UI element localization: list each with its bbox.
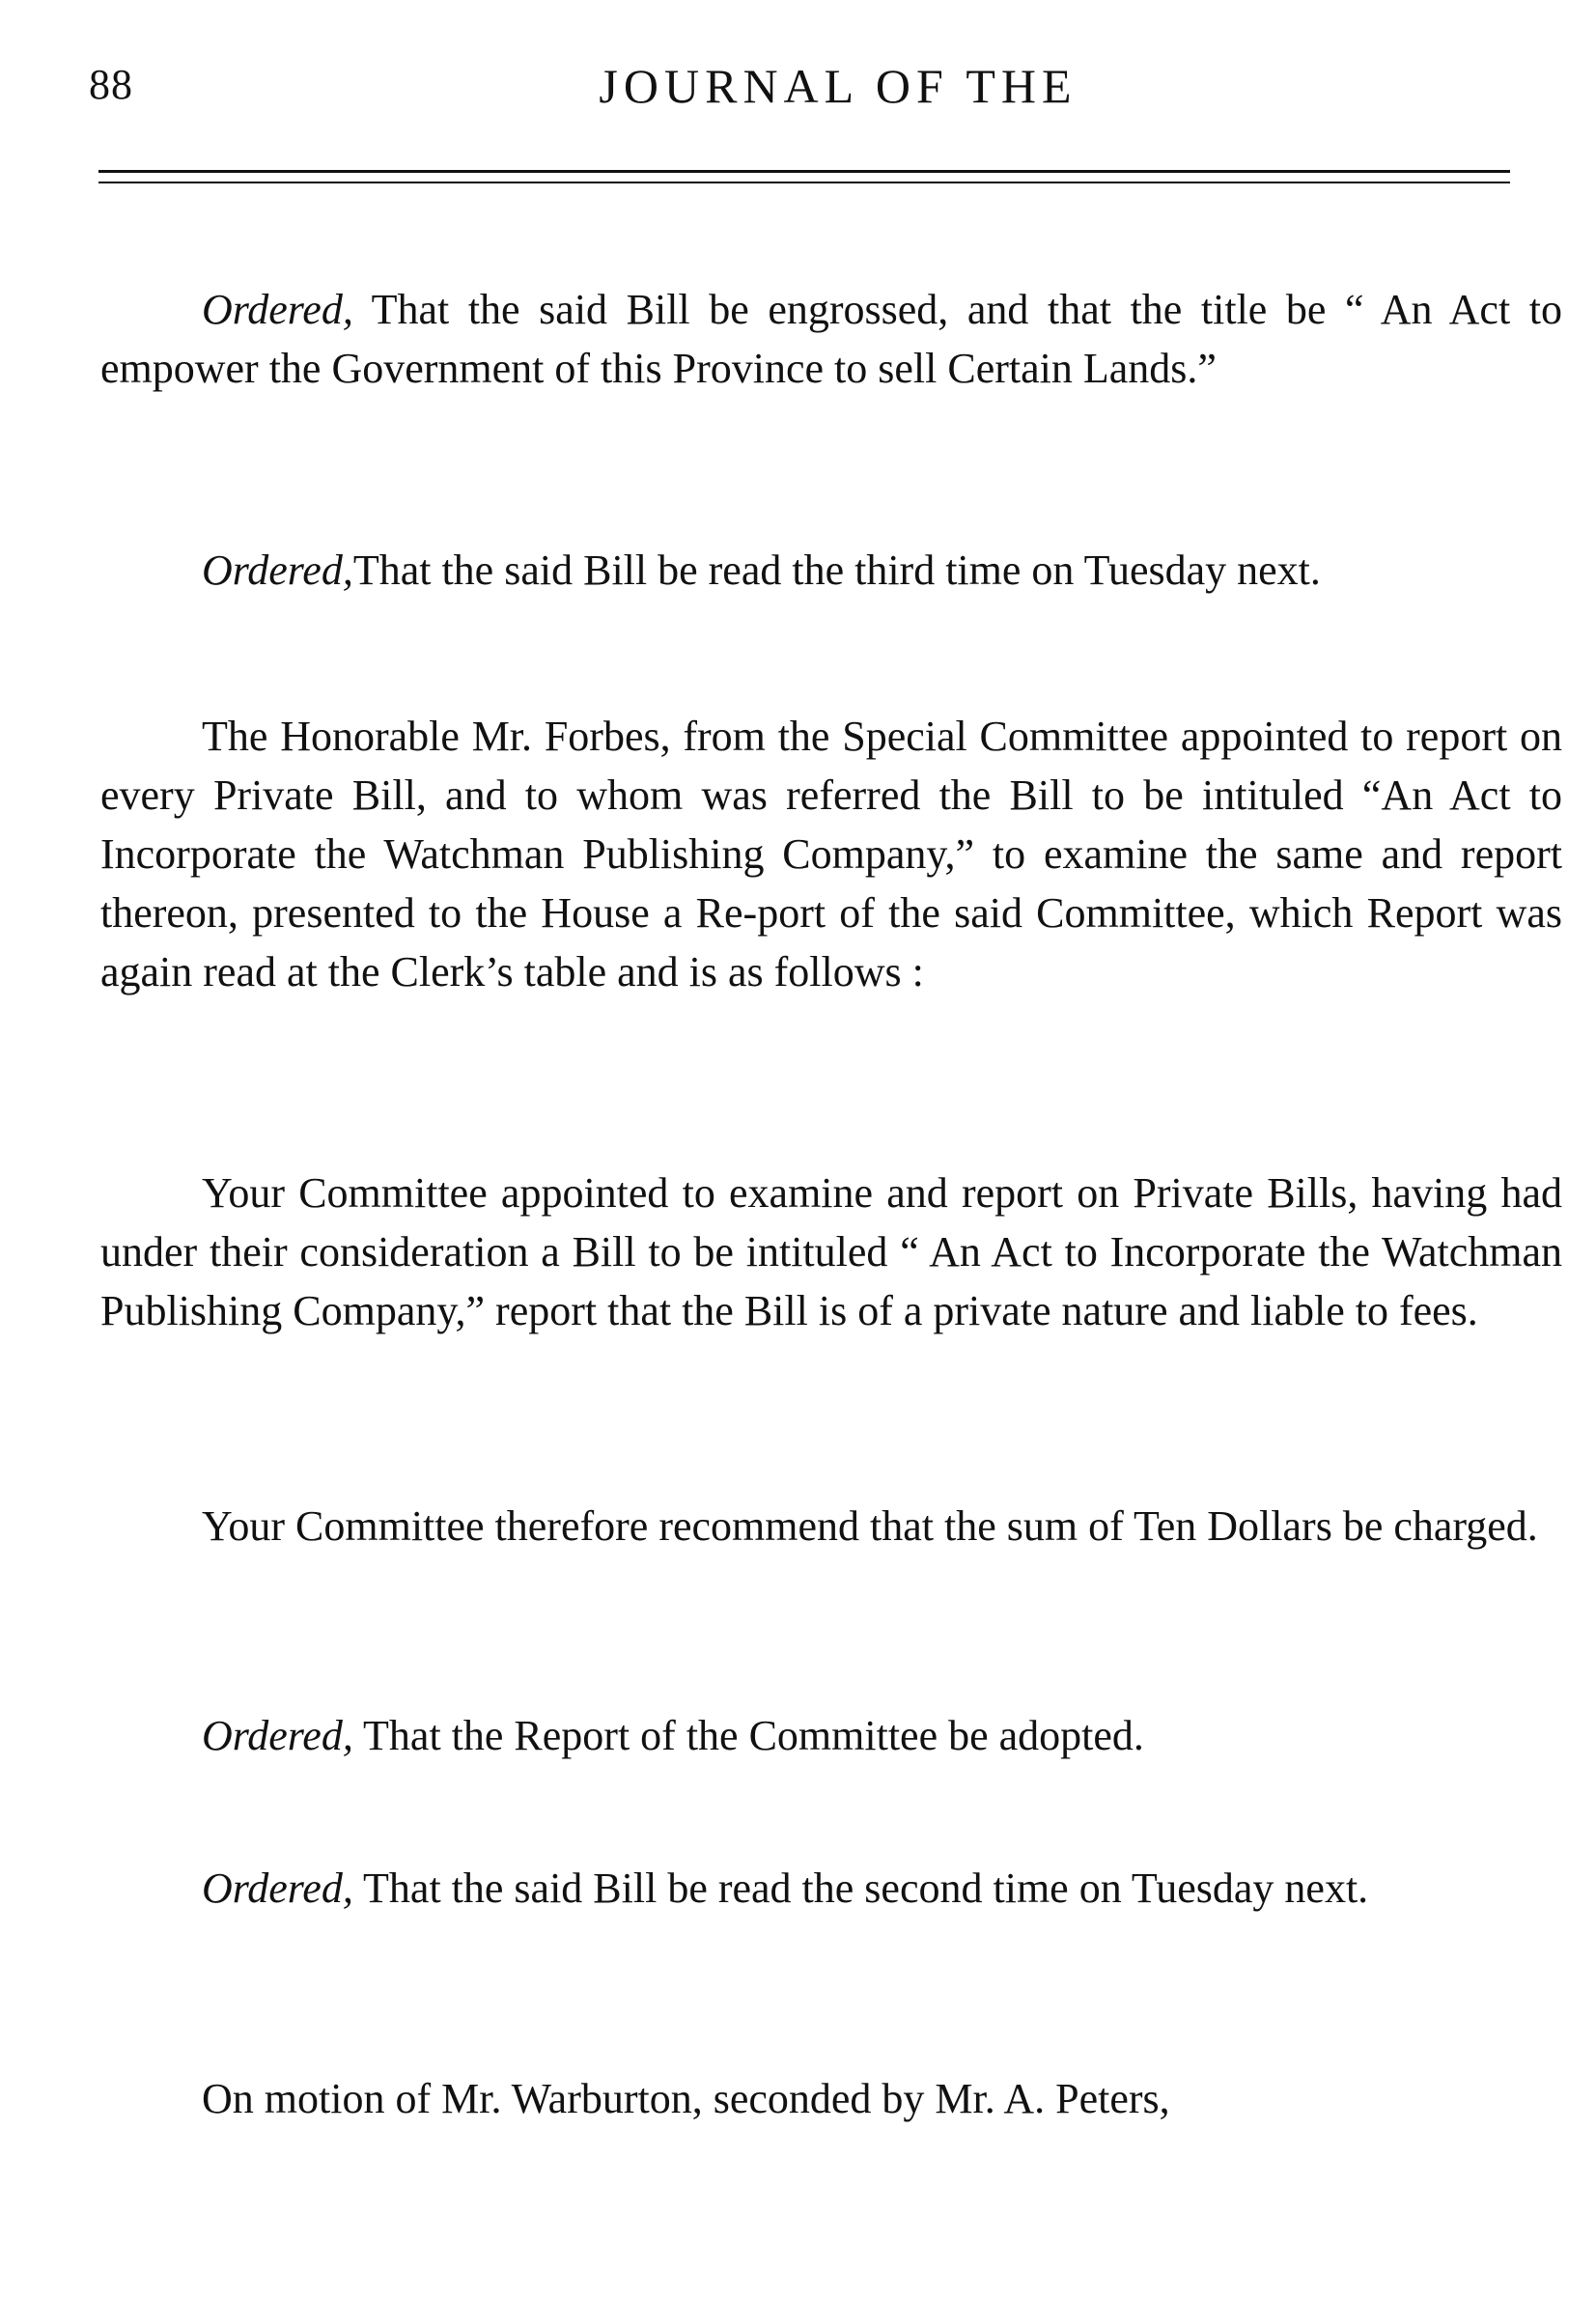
paragraph-ordered-second-reading: [100, 1859, 1562, 1918]
paragraph-text: That the said Bill be read the second time on Tuesday next.: [352, 1864, 1369, 1912]
paragraph-text: Your Committee appointed to examine and report on Private Bills, having had under their consideration a Bill to be intituled “ An Act to Incorporate the Watchman Publishing Company,” report that the Bill is of a private nature and liable to fees.: [100, 1169, 1562, 1334]
running-head: JOURNAL OF THE: [599, 59, 1078, 113]
paragraph-committee-report: [100, 1164, 1562, 1340]
paragraph-text: Your Committee therefore recommend that the sum of Ten Dollars be charged.: [202, 1502, 1538, 1550]
paragraph-ordered-third-reading: [100, 541, 1562, 600]
paragraph-text: That the said Bill be engrossed, and that the title be “ An Act to empower the Government of this Province to sell Certain Lands.”: [100, 286, 1562, 392]
paragraph-forbes-report: [100, 707, 1562, 1001]
ordered-label: Ordered,: [202, 1864, 353, 1912]
paragraph-text: That the Report of the Committee be adopted.: [352, 1712, 1144, 1759]
ordered-label: Ordered,: [202, 1712, 353, 1759]
paragraph-text: On motion of Mr. Warburton, seconded by Mr. A. Peters,: [202, 2075, 1170, 2122]
ordered-label: Ordered,: [202, 286, 353, 333]
paragraph-ordered-adopted: [100, 1706, 1562, 1765]
paragraph-text: That the said Bill be read the third time on Tuesday next.: [352, 547, 1321, 594]
ordered-label: Ordered,: [202, 547, 353, 594]
page-number: 88: [89, 61, 133, 108]
paragraph-committee-recommend: [100, 1497, 1562, 1556]
page-header: [89, 50, 1520, 118]
paragraph-ordered-engrossed: [100, 280, 1562, 398]
paragraph-motion: [100, 2069, 1562, 2128]
paragraph-text: The Honorable Mr. Forbes, from the Special Committee appointed to report on every Private Bill, and to whom was referred the Bill to be intituled “An Act to Incorporate the Watchman Publishing Company,” to examine the same and report thereon, presented to the House a Re-port of the said Committee, which Report was again read at the Clerk’s table and is as follows :: [100, 713, 1562, 995]
header-rule: [98, 170, 1510, 183]
